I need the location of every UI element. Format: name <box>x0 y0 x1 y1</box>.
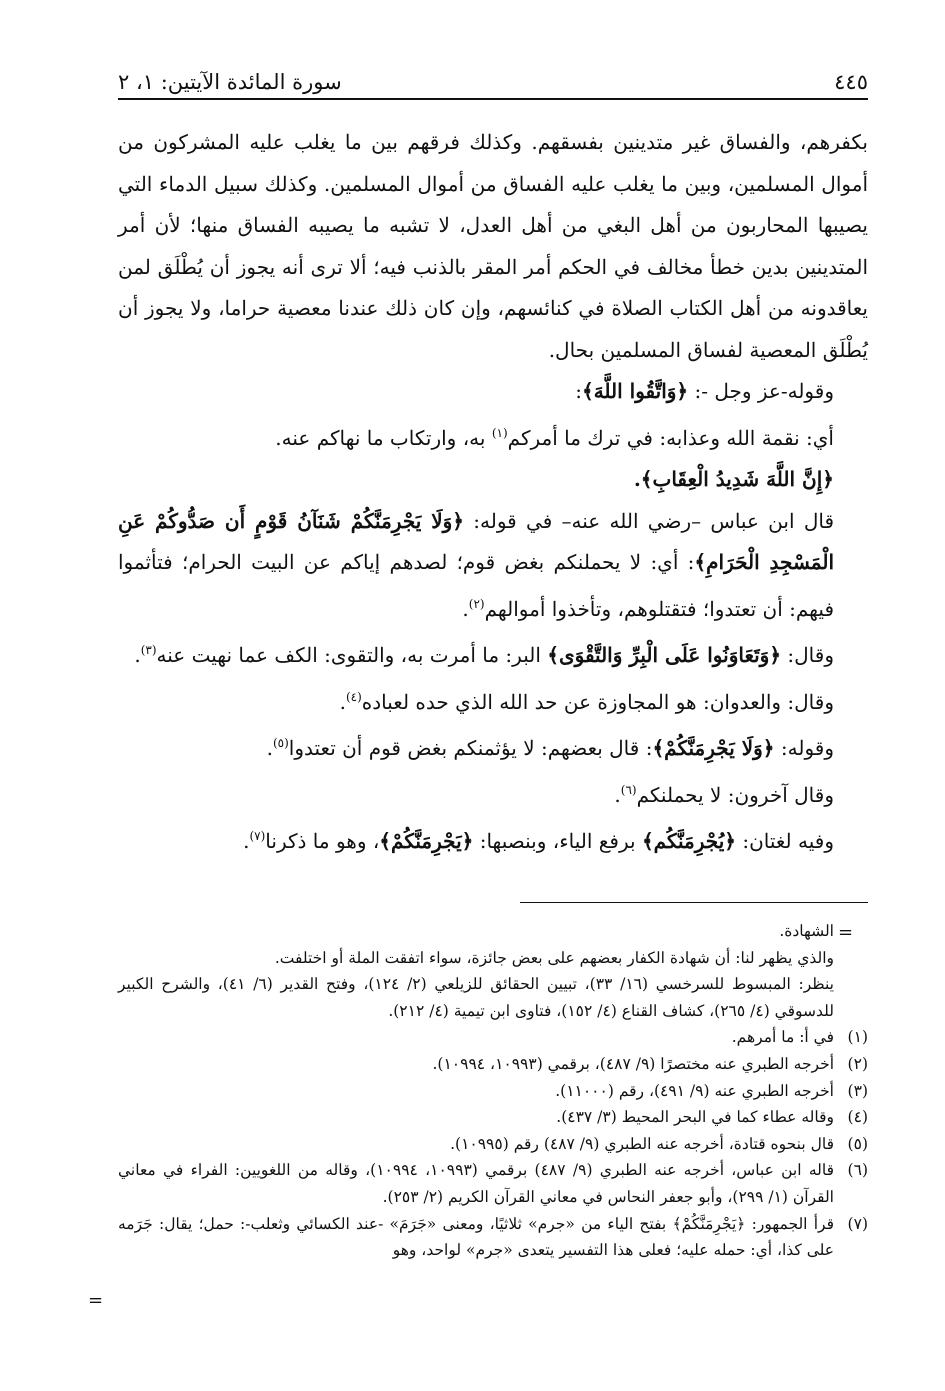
text-segment: . <box>266 736 273 760</box>
paragraph-6 <box>118 630 868 677</box>
footnote-text: وقاله عطاء كما في البحر المحيط (٣/ ٤٣٧). <box>556 1108 834 1127</box>
paragraph-5 <box>118 501 868 631</box>
text-segment: وقوله: <box>774 736 834 760</box>
footnote-text: في أ: ما أمرهم. <box>731 1028 834 1047</box>
footnote-ref: (٦) <box>620 782 637 797</box>
quran-verse: ﴿إِنَّ اللَّهَ شَدِيدُ الْعِقَابِ﴾. <box>633 467 834 491</box>
quran-verse: ﴿يَجْرِمَنَّكُمْ﴾ <box>379 829 474 853</box>
footnote-number: (٣) <box>847 1081 868 1100</box>
text-segment: وقوله-عز وجل -: <box>688 379 834 403</box>
text-segment: وقال: <box>781 643 834 667</box>
footnote-ref: (٧) <box>249 829 266 843</box>
paragraph-4 <box>118 459 868 501</box>
paragraph-2 <box>118 371 868 413</box>
continuation-mark-top: = <box>838 922 854 943</box>
footnote-number: (٢) <box>847 1054 868 1073</box>
text-segment: برفع الياء، وبنصبها: <box>473 829 642 853</box>
footnote-continuation: ينظر: المبسوط للسرخسي (١٦/ ٣٣)، تبيين الحقائق للزيلعي (٢/ ١٢٤)، وفتح القدير (٦/ ٤١)، والشرح الكبير للدسوقي (٤/ ٢٦٥)، كشاف القناع (٤/ ١٥٢)، فتاوى ابن تيمية (٤/ ٢١٢). <box>118 975 834 1020</box>
text-segment: . <box>243 829 250 853</box>
footnote-ref: (١) <box>491 425 508 440</box>
footnote-text: أخرجه الطبري عنه مختصرًا (٩/ ٤٨٧)، برقمي (١٠٩٩٣، ١٠٩٩٤). <box>432 1054 834 1073</box>
footnote-number: (١) <box>847 1028 868 1047</box>
quran-verse: ﴿وَتَعَاوَنُوا عَلَى الْبِرِّ وَالتَّقْوَى﴾ <box>547 643 782 667</box>
text-segment: وفيه لغتان: <box>736 829 834 853</box>
continuation-mark-bottom: = <box>88 1290 104 1311</box>
paragraph-10 <box>118 816 868 863</box>
text-segment: البر: ما أمرت به، والتقوى: الكف عما نهيت عنه <box>156 643 548 667</box>
footnote-item <box>118 1157 868 1210</box>
footnote-item <box>118 1078 868 1105</box>
text-segment: . <box>134 643 141 667</box>
footnote-item <box>118 1024 868 1051</box>
text-segment: أي: نقمة الله وعذابه: في ترك ما أمركم <box>507 425 834 450</box>
footnote-item <box>118 1211 868 1264</box>
paragraph-8 <box>118 723 868 770</box>
footnotes <box>118 918 868 1264</box>
footnote-text: قال بنحوه قتادة، أخرجه عنه الطبري (٩/ ٤٨٧) رقم (١٠٩٩٥). <box>450 1134 834 1153</box>
paragraph-7 <box>118 677 868 724</box>
text-segment: . <box>462 596 469 621</box>
quran-verse: ﴿وَلَا يَجْرِمَنَّكُمْ﴾ <box>652 736 775 760</box>
footnote-item <box>118 1131 868 1158</box>
footnote-ref: (٢) <box>468 596 485 611</box>
quran-verse: ﴿يُجْرِمَنَّكُم﴾ <box>641 829 736 853</box>
page-number: ٤٤٥ <box>834 70 868 94</box>
footnote-ref: (٤) <box>345 689 362 704</box>
page-header <box>118 62 868 100</box>
footnote-number: (٦) <box>847 1161 868 1180</box>
paragraph-9 <box>118 770 868 817</box>
text-segment: : <box>575 379 582 403</box>
footnote-item <box>118 1104 868 1131</box>
footnote-continuation: والذي يظهر لنا: أن شهادة الكفار بعضهم على بعض جائزة، سواء اتفقت الملة أو اختلفت. <box>274 948 834 967</box>
running-title: سورة المائدة الآيتين: ١، ٢ <box>118 70 342 94</box>
footnote-text: قرأ الجمهور: ﴿يَجْرِمَنَّكُمْ﴾ بفتح الياء من «جرم» ثلاثيًا، ومعنى «جَرَمَ» -عند الكسائي وثعلب-: حمل؛ يقال: جَرَمه على كذا، أي: حمله عليه؛ فعلى هذا التفسير يتعدى «جرم» لواحد، وهو <box>118 1214 834 1260</box>
text-segment: به، وارتكاب ما نهاكم عنه. <box>275 425 492 450</box>
main-text <box>118 122 868 863</box>
quran-verse: ﴿وَلَا يَجْرِمَنَّكُمْ شَنَآنُ قَوْمٍ أَن صَدُّوكُمْ عَنِ الْمَسْجِدِ الْحَرَامِ﴾ <box>118 508 834 574</box>
footnote-number: (٥) <box>847 1134 868 1153</box>
text-segment: . <box>339 689 346 714</box>
quran-verse: ﴿وَاتَّقُوا اللَّهَ﴾ <box>581 379 689 403</box>
footnote-divider <box>520 902 868 903</box>
footnote-text: قاله ابن عباس، أخرجه عنه الطبري (٩/ ٤٨٧) برقمي (١٠٩٩٣، ١٠٩٩٤)، وقاله من اللغويين: الفراء في معاني القرآن (١/ ٢٩٩)، وأبو جعفر النحاس في معاني القرآن الكريم (٢/ ٢٥٣). <box>118 1161 834 1206</box>
text-segment: قال ابن عباس –رضي الله عنه– في قوله: <box>464 508 834 533</box>
footnote-ref: (٣) <box>140 643 157 657</box>
text-segment: : قال بعضهم: لا يؤثمنكم بغض قوم أن تعتدوا <box>288 736 653 760</box>
text-segment: وقال آخرون: لا يحملنكم <box>636 782 834 807</box>
text-segment: وقال: والعدوان: هو المجاوزة عن حد الله الذي حده لعباده <box>361 689 834 714</box>
text-segment: . <box>614 782 621 807</box>
footnote-text: أخرجه الطبري عنه (٩/ ٤٩١)، رقم (١١٠٠٠). <box>555 1081 834 1100</box>
footnote-number: (٧) <box>847 1214 868 1233</box>
footnote-list <box>118 1024 868 1263</box>
paragraph-3 <box>118 413 868 460</box>
text-segment: : أي: لا يحملنكم بغض قوم؛ لصدهم إياكم عن البيت الحرام؛ فتأثموا فيهم: أن تعتدوا؛ فتقتلوهم، وتأخذوا أموالهم <box>118 550 834 621</box>
footnote-number: (٤) <box>847 1108 868 1127</box>
paragraph-1: بكفرهم، والفساق غير متدينين بفسقهم. وكذلك فرقهم بين ما يغلب عليه المشركون من أموال المسلمين، وبين ما يغلب عليه الفساق من أموال المسلمين. وكذلك سبيل الدماء التي يصيبها المحاربون من أهل البغي من أهل العدل، لا تشبه ما يصيبه الفساق منها؛ لأن أمر المتدينين بدين خطأ مخالف في الحكم أمر المقر بالذنب فيه؛ ألا ترى أنه يجوز أن يُطْلَق لمن يعاقدونه من أهل الكتاب الصلاة في كنائسهم، وإن كان ذلك عندنا معصية حراما، ولا يجوز أن يُطْلَق المعصية لفساق المسلمين بحال. <box>118 130 868 362</box>
footnote-item <box>118 1051 868 1078</box>
footnote-ref: (٥) <box>272 736 289 750</box>
footnote-continuation: الشهادة. <box>779 922 834 940</box>
text-segment: ، وهو ما ذكرنا <box>265 829 380 853</box>
